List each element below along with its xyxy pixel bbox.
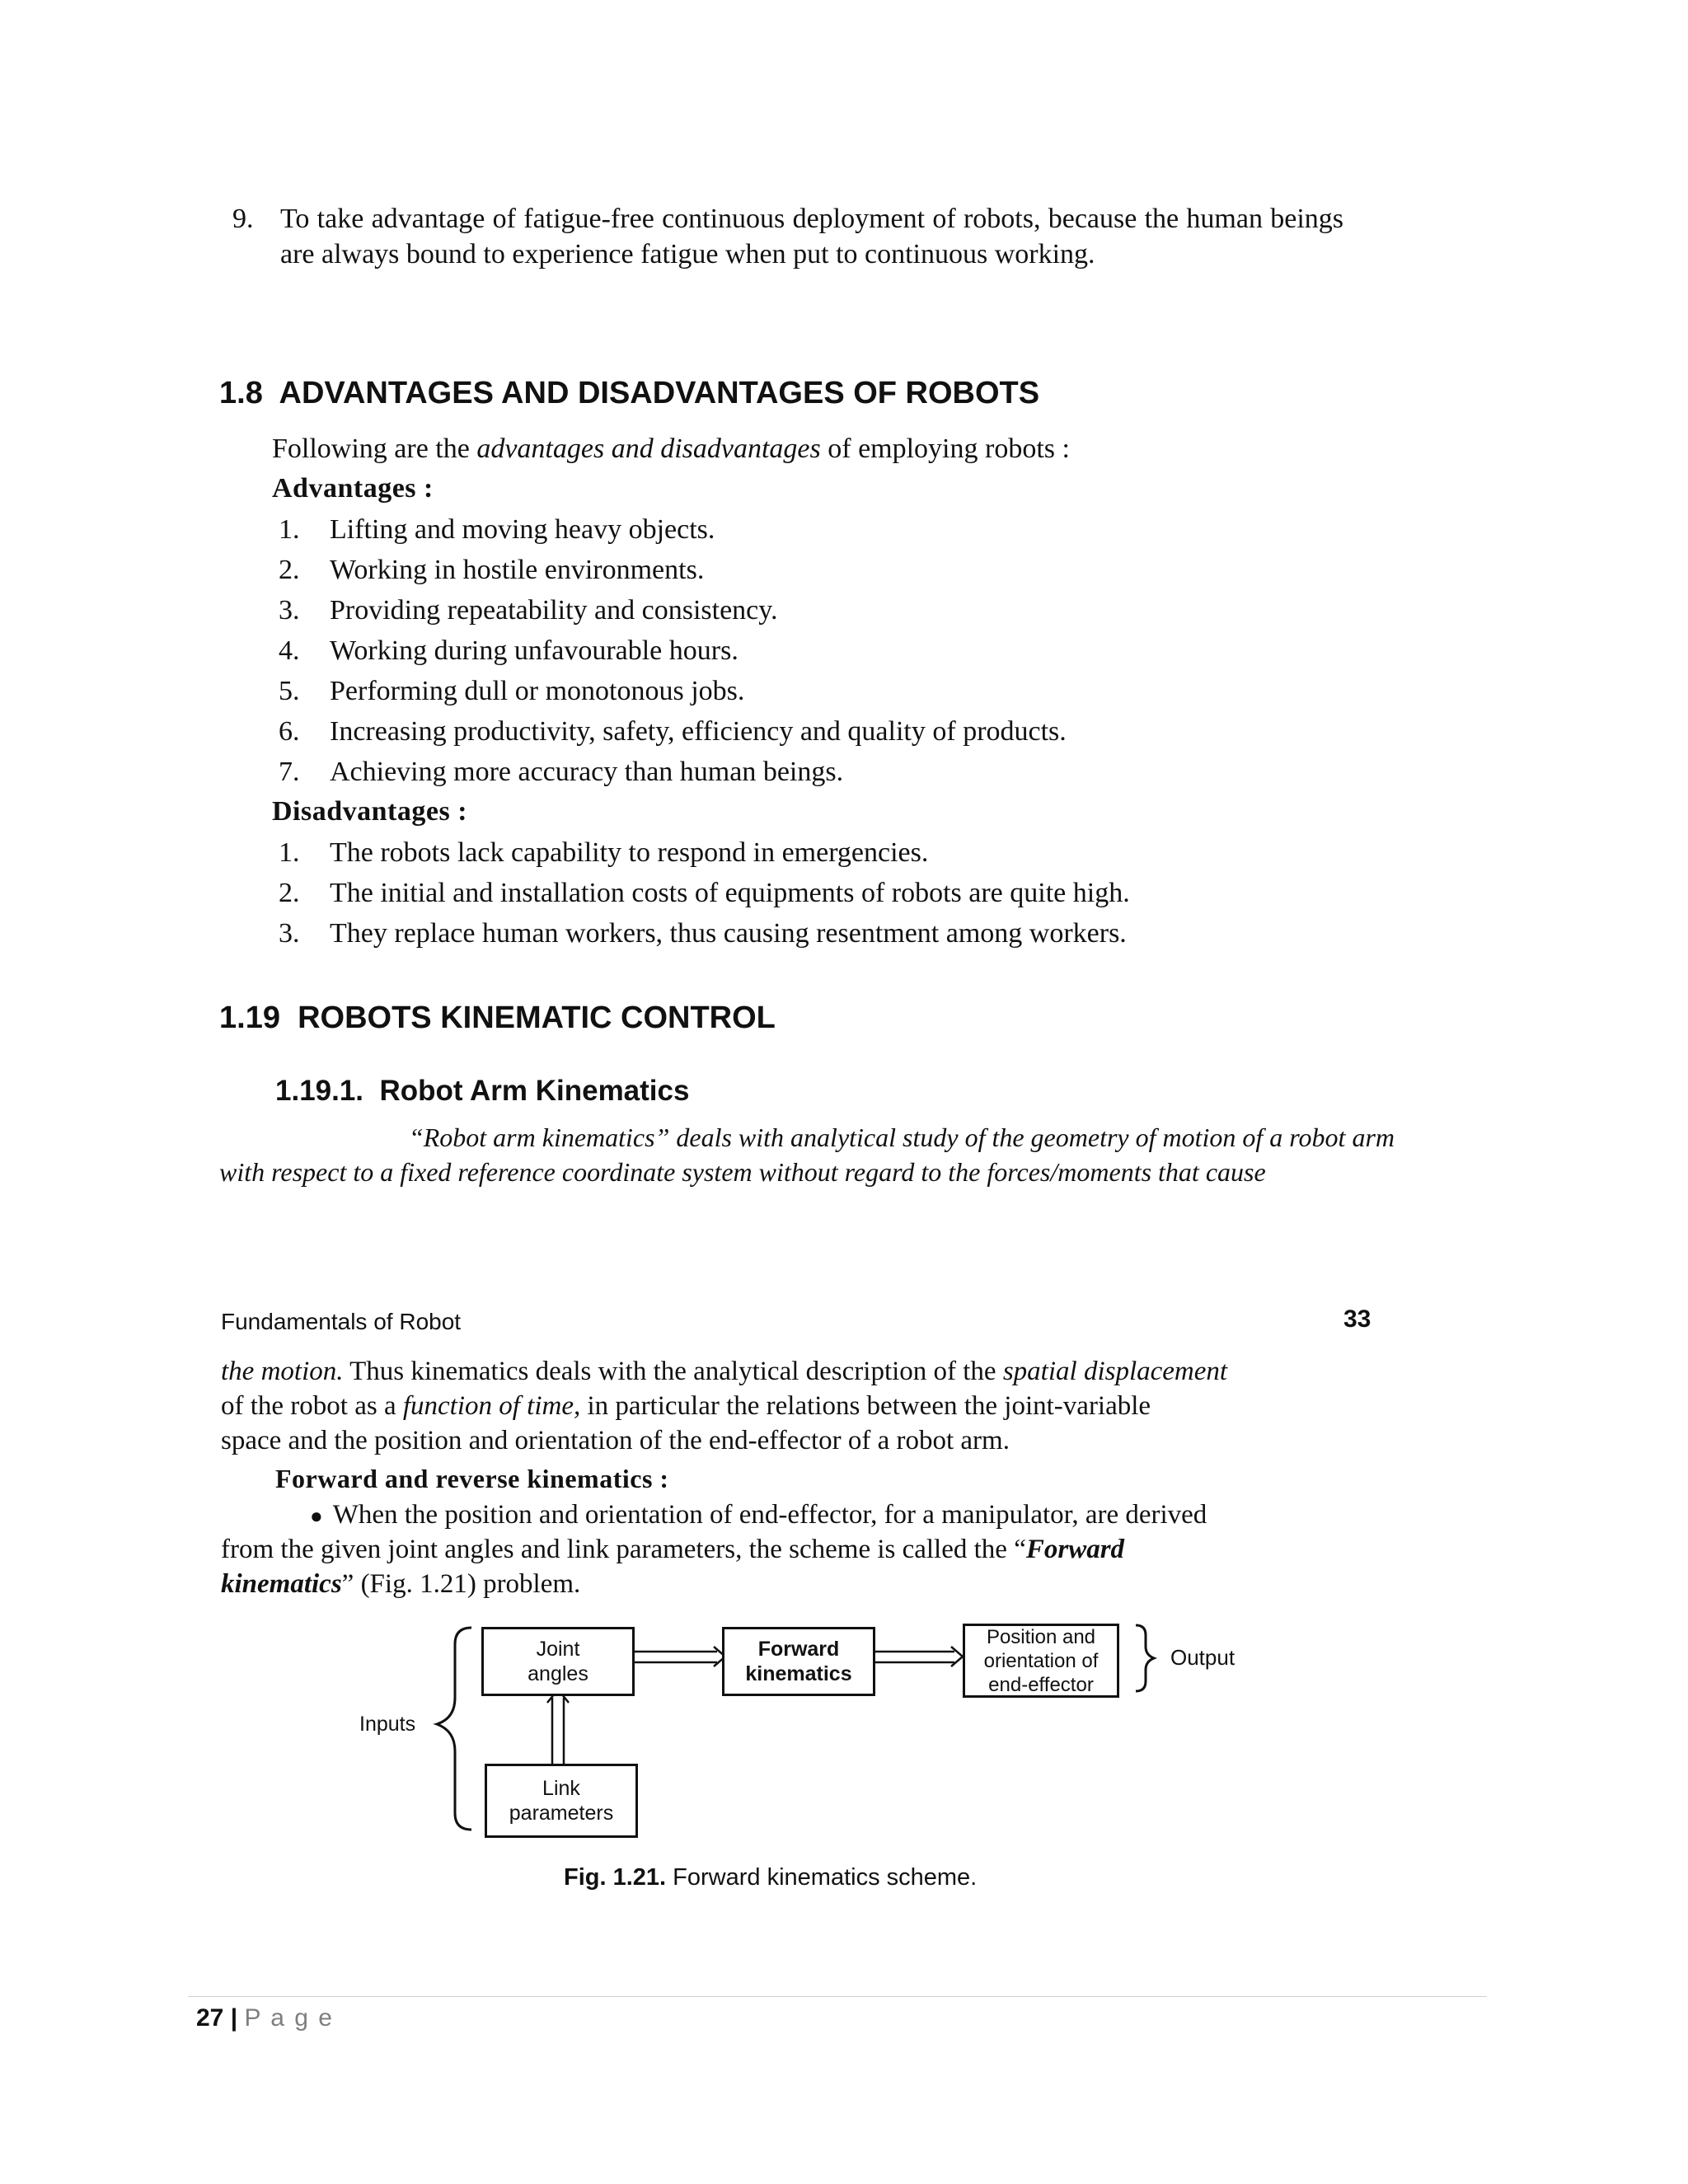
section-heading-1-8: 1.8 ADVANTAGES AND DISADVANTAGES OF ROBOTS bbox=[219, 376, 1040, 410]
running-header-page: 33 bbox=[1343, 1305, 1372, 1333]
list-text: They replace human workers, thus causing resentment among workers. bbox=[330, 918, 1127, 949]
list-number: 9. bbox=[232, 204, 254, 234]
list-number: 6. bbox=[279, 716, 300, 747]
list-text: Working during unfavourable hours. bbox=[330, 635, 738, 666]
caption-label: Fig. 1.21. bbox=[564, 1864, 667, 1891]
inputs-label: Inputs bbox=[359, 1713, 416, 1736]
box-label: orientation of bbox=[983, 1649, 1099, 1672]
disadvantages-label: Disadvantages : bbox=[272, 796, 468, 827]
definition-line-1: “Robot arm kinematics” deals with analytical study of the geometry of motion of a robot arm bbox=[408, 1122, 1395, 1152]
emphasis: spatial displacement bbox=[1002, 1357, 1228, 1386]
text: from the given joint angles and link parameters, the scheme is called the “ bbox=[221, 1535, 1026, 1564]
intro-text-post: of employing robots : bbox=[820, 434, 1070, 464]
output-brace bbox=[1136, 1625, 1154, 1691]
text: in particular the relations between the joint-variable bbox=[580, 1391, 1151, 1421]
box-label: angles bbox=[528, 1662, 588, 1685]
list-text: To take advantage of fatigue-free continuous deployment of robots, because the human beings are always bound to experience fatigue when put to continuous working. bbox=[280, 204, 1343, 269]
definition-line-2: with respect to a fixed reference coordinate system without regard to the forces/moments that cause bbox=[219, 1157, 1266, 1187]
list-number: 3. bbox=[279, 918, 300, 949]
footer-divider bbox=[188, 1996, 1487, 1997]
joint-angles-box bbox=[481, 1627, 635, 1696]
inputs-brace bbox=[437, 1628, 471, 1830]
list-number: 7. bbox=[279, 757, 300, 787]
list-number: 2. bbox=[279, 878, 300, 908]
figure-caption bbox=[564, 1864, 977, 1891]
list-number: 3. bbox=[279, 595, 300, 626]
box-label: Joint bbox=[536, 1638, 580, 1661]
list-number: 1. bbox=[279, 514, 300, 545]
list-text: Providing repeatability and consistency. bbox=[330, 595, 778, 626]
list-text: Performing dull or monotonous jobs. bbox=[330, 676, 745, 706]
emphasis: function of time, bbox=[402, 1391, 581, 1421]
text: of the robot as a bbox=[221, 1391, 403, 1421]
section-heading-1-19: 1.19 ROBOTS KINEMATIC CONTROL bbox=[219, 1001, 776, 1035]
box-label: Position and bbox=[986, 1625, 1096, 1648]
footer-separator: | bbox=[230, 2004, 238, 2032]
box-label: kinematics bbox=[745, 1662, 852, 1685]
position-orientation-box bbox=[963, 1624, 1119, 1698]
text: When the position and orientation of end-effector, for a manipulator, are derived bbox=[332, 1500, 1207, 1530]
emphasis: the motion. bbox=[221, 1357, 344, 1386]
list-number: 4. bbox=[279, 635, 300, 666]
bullet-icon: ● bbox=[310, 1504, 323, 1528]
list-text: Lifting and moving heavy objects. bbox=[330, 514, 715, 545]
paragraph-line: space and the position and orientation of the end-effector of a robot arm. bbox=[221, 1426, 1010, 1455]
box-label: Forward bbox=[757, 1638, 840, 1661]
box-label: end-effector bbox=[988, 1673, 1094, 1696]
caption-text: Forward kinematics scheme. bbox=[666, 1864, 978, 1891]
list-text: Increasing productivity, safety, efficiency and quality of products. bbox=[330, 716, 1067, 747]
emphasis: Forward bbox=[1025, 1535, 1125, 1564]
list-number: 1. bbox=[279, 837, 300, 868]
footer-page-number: 27 bbox=[196, 2004, 224, 2032]
box-label: Link bbox=[542, 1777, 580, 1800]
text: Thus kinematics deals with the analytical description of the bbox=[343, 1357, 1003, 1386]
advantages-label: Advantages : bbox=[272, 473, 434, 504]
subsection-heading-1-19-1: 1.19.1. Robot Arm Kinematics bbox=[275, 1075, 690, 1107]
list-text: Achieving more accuracy than human beings. bbox=[330, 757, 844, 787]
footer-page-label: P a g e bbox=[244, 2004, 334, 2032]
output-label: Output bbox=[1170, 1645, 1236, 1670]
list-text: Working in hostile environments. bbox=[330, 555, 705, 585]
text: ” (Fig. 1.21) problem. bbox=[341, 1569, 581, 1599]
intro-text-pre: Following are the bbox=[272, 434, 477, 464]
page-footer bbox=[196, 2004, 334, 2032]
link-parameters-box bbox=[485, 1764, 638, 1838]
intro-emphasis: advantages and disadvantages bbox=[476, 434, 821, 464]
list-number: 5. bbox=[279, 676, 300, 706]
list-text: The robots lack capability to respond in emergencies. bbox=[330, 837, 929, 868]
list-number: 2. bbox=[279, 555, 300, 585]
box-label: parameters bbox=[509, 1802, 614, 1825]
forward-reverse-label: Forward and reverse kinematics : bbox=[275, 1464, 669, 1493]
list-text: The initial and installation costs of equipments of robots are quite high. bbox=[330, 878, 1130, 908]
running-header-title: Fundamentals of Robot bbox=[221, 1309, 462, 1334]
forward-kinematics-box bbox=[722, 1627, 875, 1696]
emphasis: kinematics bbox=[221, 1569, 342, 1599]
